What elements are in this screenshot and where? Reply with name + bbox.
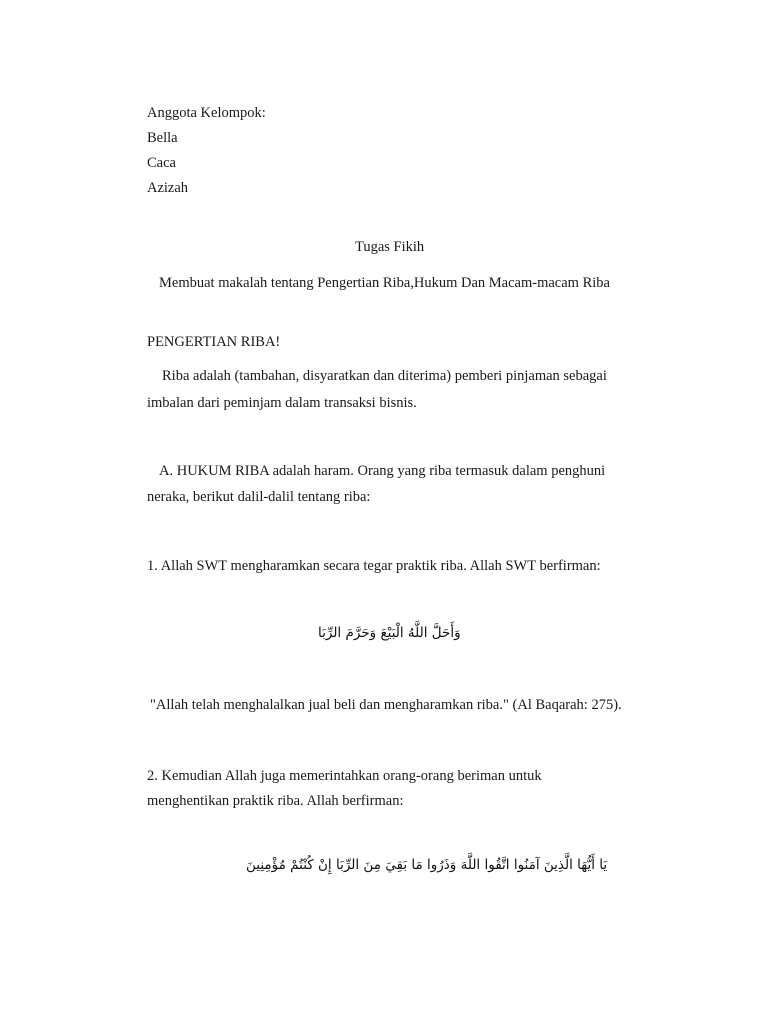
document-subtitle: Membuat makalah tentang Pengertian Riba,Hukum Dan Macam-macam Riba xyxy=(159,275,610,291)
paragraph-line: A. HUKUM RIBA adalah haram. Orang yang riba termasuk dalam penghuni xyxy=(159,463,606,479)
paragraph-line: Riba adalah (tambahan, disyaratkan dan diterima) pemberi pinjaman sebagai xyxy=(162,368,607,384)
paragraph-line: imbalan dari peminjam dalam transaksi bisnis. xyxy=(147,395,417,411)
section-heading-pengertian: PENGERTIAN RIBA! xyxy=(147,334,281,350)
paragraph-line: neraka, berikut dalil-dalil tentang riba: xyxy=(147,489,371,505)
arabic-verse-1: وَأَحَلَّ اللَّهُ الْبَيْعَ وَحَرَّمَ الرِّبَا xyxy=(318,625,461,641)
point-2-line: menghentikan praktik riba. Allah berfirman: xyxy=(147,793,404,809)
document-title: Tugas Fikih xyxy=(355,239,425,255)
verse-1-translation: "Allah telah menghalalkan jual beli dan mengharamkan riba." (Al Baqarah: 275). xyxy=(150,697,622,713)
members-heading: Anggota Kelompok: xyxy=(147,105,266,121)
member-name: Azizah xyxy=(147,180,189,196)
member-name: Bella xyxy=(147,130,178,146)
member-name: Caca xyxy=(147,155,176,171)
point-1-text: 1. Allah SWT mengharamkan secara tegar praktik riba. Allah SWT berfirman: xyxy=(147,558,601,574)
arabic-verse-2: يَا أَيُّهَا الَّذِينَ آمَنُوا اتَّقُوا اللَّهَ وَذَرُوا مَا بَقِيَ مِنَ الرِّبَا إِنْ كُنْتُمْ مُؤْمِنِينَ xyxy=(246,857,608,873)
point-2-line: 2. Kemudian Allah juga memerintahkan orang-orang beriman untuk xyxy=(147,768,542,784)
